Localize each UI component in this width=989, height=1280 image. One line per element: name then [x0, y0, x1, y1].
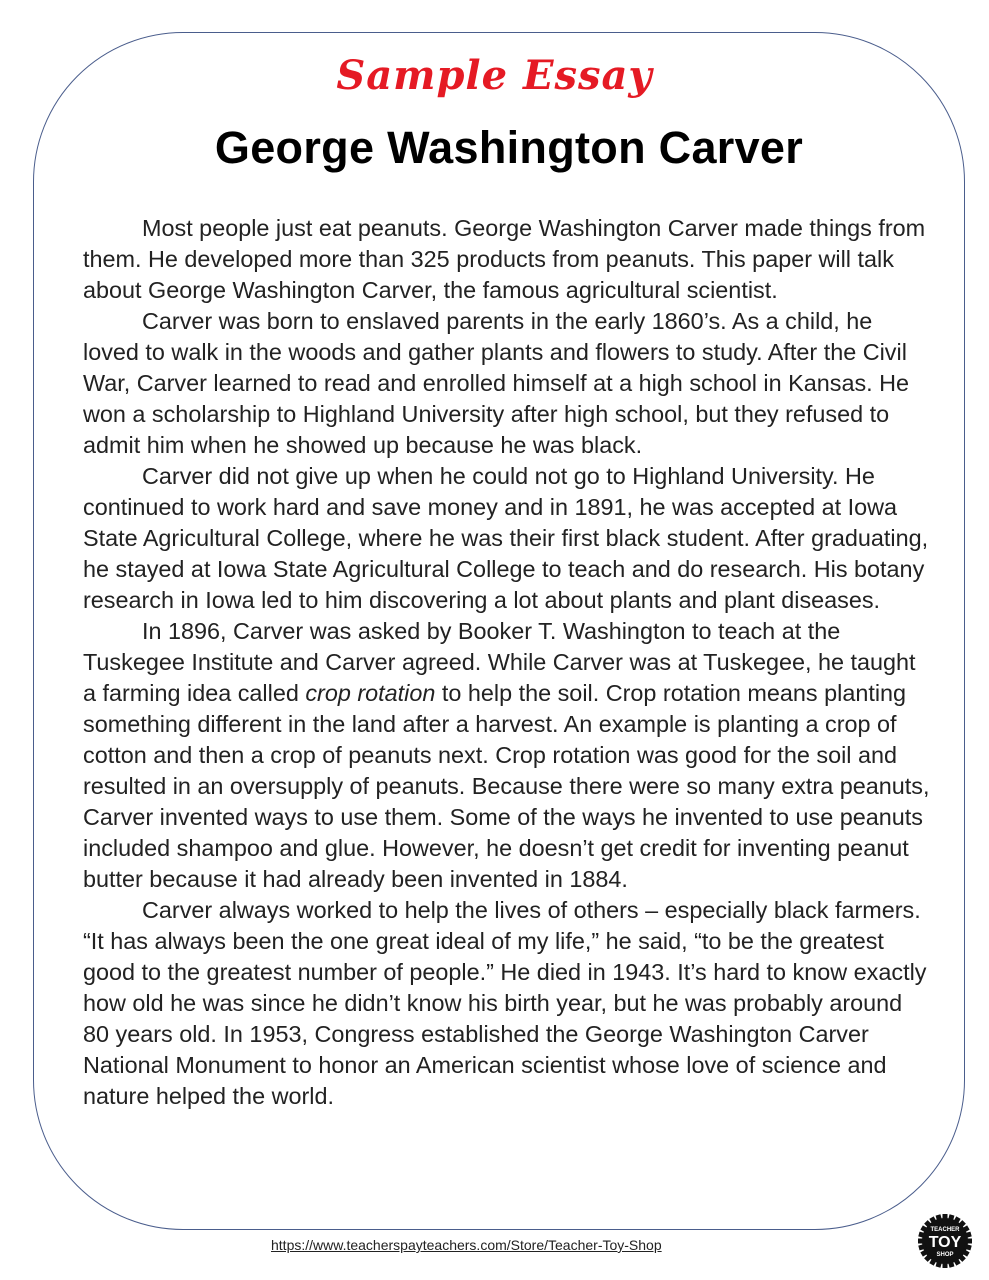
paragraph-4-text-after: to help the soil. Crop rotation means planting something different in the land after a harvest. An example is planting a crop of cotton and then a crop of peanuts next. Crop rotation was good for the soil and resulted in an oversupply of peanuts. Because there were so many extra peanuts, Carver invented ways to use them. Some of the ways he invented to use peanuts included shampoo and glue. However, he doesn’t get credit for inventing peanut butter because it had already been invented in 1884. [83, 680, 930, 892]
paragraph-4-text-before: In 1896, Carver was asked by Booker T. Washington to teach at the Tuskegee Institute and Carver agreed. While Carver was at Tuskegee, he taught a farming idea called [83, 618, 916, 706]
gear-badge-icon [917, 1213, 973, 1269]
teacher-toy-shop-logo [917, 1213, 973, 1269]
logo-bottom-text: SHOP [936, 1252, 954, 1258]
essay-paragraph-4 [83, 616, 933, 895]
essay-paragraph-5: Carver always worked to help the lives of others – especially black farmers. “It has always been the one great ideal of my life,” he said, “to be the greatest good to the greatest number of people.” He died in 1943. It’s hard to know exactly how old he was since he didn’t know his birth year, but he was probably around 80 years old. In 1953, Congress established the George Washington Carver National Monument to honor an American scientist whose love of science and nature helped the world. [83, 897, 927, 1109]
essay-paragraph-3: Carver did not give up when he could not go to Highland University. He continued to work hard and save money and in 1891, he was accepted at Iowa State Agricultural College, where he was their first black student. After graduating, he stayed at Iowa State Agricultural College to teach and do research. His botany research in Iowa led to him discovering a lot about plants and plant diseases. [83, 463, 929, 613]
essay-title: George Washington Carver [214, 122, 804, 173]
sample-essay-subtitle: Sample Essay [336, 52, 653, 99]
essay-body [83, 213, 933, 1112]
logo-middle-text: TOY [928, 1234, 962, 1251]
crop-rotation-emphasis: crop rotation [305, 680, 436, 706]
essay-paragraph-1: Most people just eat peanuts. George Washington Carver made things from them. He developed more than 325 products from peanuts. This paper will talk about George Washington Carver, the famous agricultural scientist. [83, 215, 926, 303]
store-link[interactable]: https://www.teacherspayteachers.com/Store/Teacher-Toy-Shop [271, 1237, 662, 1253]
essay-paragraph-2: Carver was born to enslaved parents in the early 1860’s. As a child, he loved to walk in the woods and gather plants and flowers to study. After the Civil War, Carver learned to read and enrolled himself at a high school in Kansas. He won a scholarship to Highland University after high school, but they refused to admit him when he showed up because he was black. [83, 308, 910, 458]
logo-top-text: TEACHER [930, 1227, 960, 1233]
